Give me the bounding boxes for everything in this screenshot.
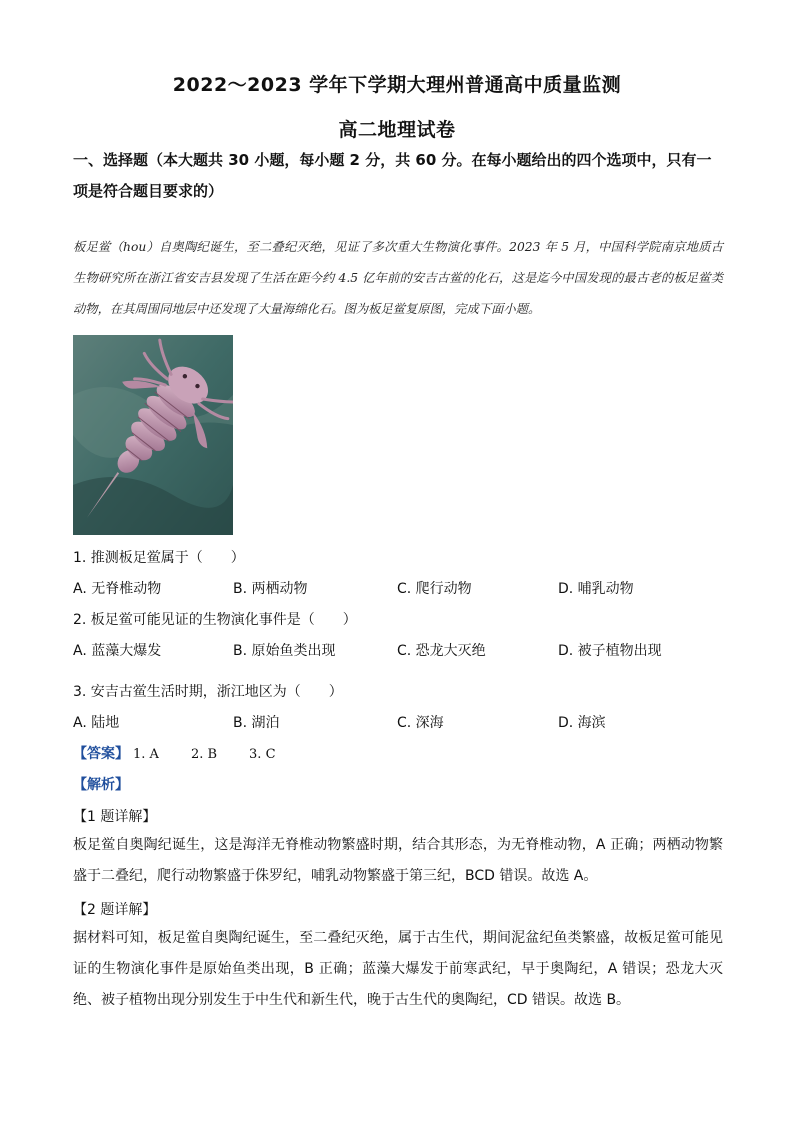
answer-item-1: 1. A [133,747,159,762]
question-3-option-c: C. 深海 [397,715,444,731]
analysis-label: 【解析】 [73,777,129,793]
question-3-option-d: D. 海滨 [558,715,606,731]
question-2-option-a: A. 蓝藻大爆发 [73,643,162,659]
question-1-option-d: D. 哺乳动物 [558,581,634,597]
answer-item-3: 3. C [249,747,276,762]
question-2-option-b: B. 原始鱼类出现 [233,643,336,659]
answer-label: 【答案】 [73,746,129,762]
question-2-option-c: C. 恐龙大灭绝 [397,643,486,659]
question-1-option-b: B. 两栖动物 [233,581,308,597]
question-1-stem: 1. 推测板足鲎属于（ ） [73,550,245,566]
answer-item-2: 2. B [190,747,218,762]
question-3-option-a: A. 陆地 [73,715,120,731]
question-2-option-d: D. 被子植物出现 [558,643,662,659]
detail-2-text: 据材料可知，板足鲎自奥陶纪诞生，至二叠纪灭绝，属于古生代，期间泥盆纪鱼类繁盛，故板足鲎可能见证的生物演化事件是原始鱼类出现，B 正确；蓝藻大爆发于前寒武纪，早于奥陶纪，A 错误；恐龙大灭绝、被子植物出现分别发生于中生代和新生代，晚于古生代的奥陶纪，CD 错误。故选 B。 [73,930,723,1008]
exam-subtitle: 高二地理试卷 [338,119,456,141]
question-1-option-c: C. 爬行动物 [397,581,472,597]
question-3-stem: 3. 安吉古鲎生活时期，浙江地区为（ ） [73,684,343,700]
eurypterid-image [73,335,233,535]
eurypterid-illustration [73,335,233,535]
detail-1-heading: 【1 题详解】 [73,809,157,825]
question-3-option-b: B. 湖泊 [233,715,280,731]
question-2-stem: 2. 板足鲎可能见证的生物演化事件是（ ） [73,612,357,628]
detail-2-heading: 【2 题详解】 [73,902,157,918]
section-heading: 一、选择题（本大题共 30 小题，每小题 2 分，共 60 分。在每小题给出的四个选项中，只有一项是符合题目要求的） [73,151,712,200]
detail-1-text: 板足鲎自奥陶纪诞生，这是海洋无脊椎动物繁盛时期，结合其形态，为无脊椎动物，A 正确；两栖动物繁盛于二叠纪，爬行动物繁盛于侏罗纪，哺乳动物繁盛于第三纪，BCD 错误。故选 A。 [73,837,723,884]
exam-title: 2022～2023 学年下学期大理州普通高中质量监测 [172,74,622,96]
answer-line [73,743,304,763]
reading-passage: 板足鲎（hou）自奥陶纪诞生，至二叠纪灭绝，见证了多次重大生物演化事件。2023 年 5 月，中国科学院南京地质古生物研究所在浙江省安吉县发现了生活在距今约 4.5 亿年前的安吉古鲎的化石，这是迄今中国发现的最古老的板足鲎类动物，在其周围同地层中还发现了大量海绵化石。图为板足鲎复原图，完成下面小题。 [73,240,723,316]
question-1-option-a: A. 无脊椎动物 [73,581,162,597]
